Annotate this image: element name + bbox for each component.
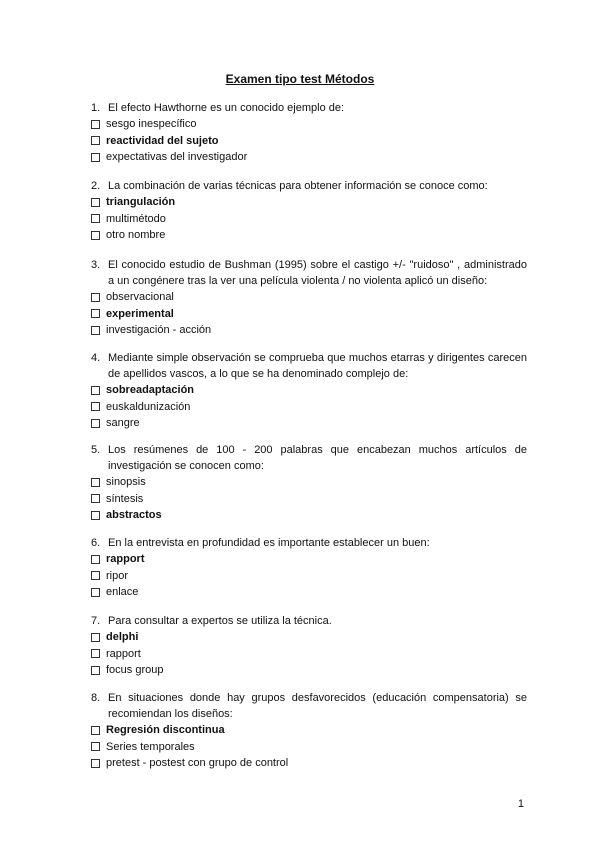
question-text: El efecto Hawthorne es un conocido ejemplo de: (108, 102, 345, 114)
question-number: 2. (91, 180, 101, 192)
option-label: rapport (106, 647, 141, 660)
question-number: 5. (91, 444, 101, 456)
checkbox[interactable] (91, 759, 100, 768)
option-label: sobreadaptación (106, 384, 195, 397)
answer-option[interactable] (91, 646, 527, 663)
answer-option[interactable] (91, 491, 527, 508)
option-label: pretest - postest con grupo de control (106, 757, 289, 770)
answer-option[interactable] (91, 568, 527, 585)
option-label: sinopsis (106, 476, 146, 489)
option-label: abstractos (106, 509, 162, 522)
checkbox[interactable] (91, 309, 100, 318)
question-3 (91, 257, 527, 339)
checkbox[interactable] (91, 153, 100, 162)
checkbox[interactable] (91, 478, 100, 487)
question-text: Mediante simple observación se comprueba que muchos etarras y dirigentes carecen de apellidos vascos, a lo que se ha denominado complejo de: (108, 352, 527, 380)
option-label: rapport (106, 553, 145, 566)
checkbox[interactable] (91, 293, 100, 302)
checkbox[interactable] (91, 633, 100, 642)
question-number: 7. (91, 615, 101, 627)
answer-option[interactable] (91, 382, 527, 399)
checkbox[interactable] (91, 555, 100, 564)
answer-option[interactable] (91, 399, 527, 416)
checkbox[interactable] (91, 494, 100, 503)
answer-option[interactable] (91, 149, 527, 166)
option-label: síntesis (106, 492, 144, 505)
question-text: En situaciones donde hay grupos desfavorecidos (educación compensatoria) se recomiendan los diseños: (108, 692, 527, 720)
option-label: Series temporales (106, 740, 195, 753)
option-label: triangulación (106, 196, 176, 209)
answer-option[interactable] (91, 306, 527, 323)
question-text: En la entrevista en profundidad es importante establecer un buen: (108, 537, 430, 549)
question-text: El conocido estudio de Bushman (1995) sobre el castigo +/- "ruidoso" , administrado a un congénere tras la ver una película violenta / no violenta aplicó un diseño: (108, 259, 527, 287)
question-8 (91, 690, 527, 772)
option-label: ripor (106, 569, 129, 582)
question-2 (91, 178, 527, 244)
checkbox[interactable] (91, 120, 100, 129)
question-4 (91, 350, 527, 432)
answer-option[interactable] (91, 551, 527, 568)
question-text: Para consultar a expertos se utiliza la técnica. (108, 615, 332, 627)
answer-option[interactable] (91, 322, 527, 339)
checkbox[interactable] (91, 511, 100, 520)
option-label: euskaldunización (106, 400, 191, 413)
exam-title: Examen tipo test Métodos (225, 72, 375, 86)
checkbox[interactable] (91, 402, 100, 411)
question-number: 1. (91, 102, 101, 114)
option-label: enlace (106, 586, 139, 599)
answer-option[interactable] (91, 722, 527, 739)
option-label: Regresión discontinua (106, 724, 225, 737)
option-label: focus group (106, 664, 164, 677)
answer-option[interactable] (91, 415, 527, 432)
checkbox[interactable] (91, 571, 100, 580)
answer-option[interactable] (91, 227, 527, 244)
page-number: 1 (517, 798, 524, 810)
answer-option[interactable] (91, 507, 527, 524)
option-label: multimétodo (106, 212, 166, 225)
answer-option[interactable] (91, 584, 527, 601)
checkbox[interactable] (91, 198, 100, 207)
checkbox[interactable] (91, 419, 100, 428)
option-label: sesgo inespecífico (106, 118, 197, 131)
option-label: expectativas del investigador (106, 151, 248, 164)
option-label: delphi (106, 631, 139, 644)
option-label: reactividad del sujeto (106, 134, 219, 147)
answer-option[interactable] (91, 474, 527, 491)
question-number: 4. (91, 352, 101, 364)
answer-option[interactable] (91, 662, 527, 679)
answer-option[interactable] (91, 133, 527, 150)
checkbox[interactable] (91, 588, 100, 597)
checkbox[interactable] (91, 326, 100, 335)
question-number: 3. (91, 259, 101, 271)
option-label: investigación - acción (106, 324, 212, 337)
question-text: Los resúmenes de 100 - 200 palabras que encabezan muchos artículos de investigación se conocen como: (108, 444, 527, 472)
option-label: observacional (106, 291, 174, 304)
checkbox[interactable] (91, 231, 100, 240)
answer-option[interactable] (91, 289, 527, 306)
checkbox[interactable] (91, 386, 100, 395)
question-number: 6. (91, 537, 101, 549)
question-text: La combinación de varias técnicas para obtener información se conoce como: (108, 180, 488, 192)
checkbox[interactable] (91, 649, 100, 658)
question-1 (91, 100, 527, 166)
question-7 (91, 613, 527, 679)
option-label: otro nombre (106, 229, 166, 242)
answer-option[interactable] (91, 739, 527, 756)
option-label: sangre (106, 417, 140, 430)
checkbox[interactable] (91, 136, 100, 145)
option-label: experimental (106, 307, 174, 320)
checkbox[interactable] (91, 726, 100, 735)
question-number: 8. (91, 692, 101, 704)
answer-option[interactable] (91, 755, 527, 772)
checkbox[interactable] (91, 666, 100, 675)
question-6 (91, 535, 527, 601)
answer-option[interactable] (91, 194, 527, 211)
checkbox[interactable] (91, 214, 100, 223)
question-5 (91, 442, 527, 524)
answer-option[interactable] (91, 211, 527, 228)
answer-option[interactable] (91, 116, 527, 133)
answer-option[interactable] (91, 629, 527, 646)
checkbox[interactable] (91, 742, 100, 751)
